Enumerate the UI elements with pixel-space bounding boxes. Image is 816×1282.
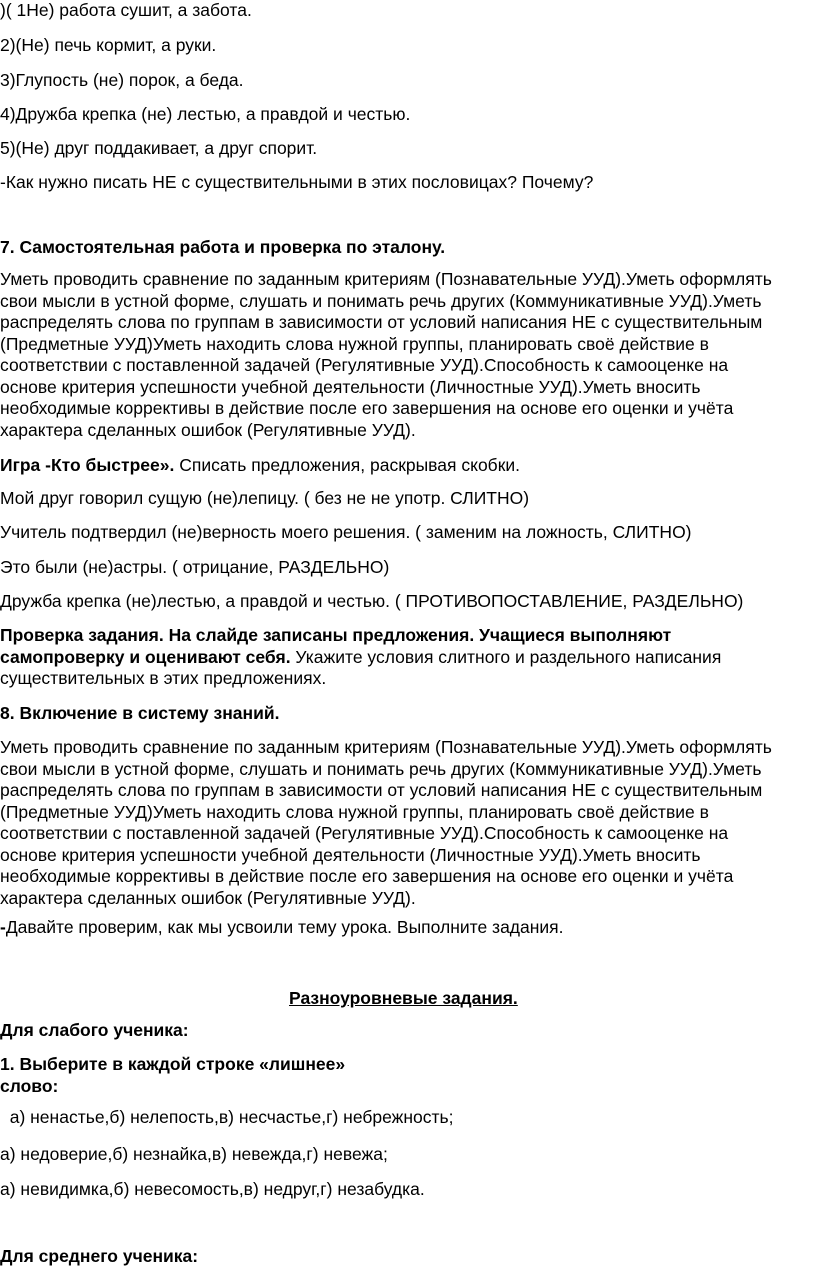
skills-line: распределять слова по группам в зависимости от условий написания НЕ с существительным — [0, 780, 763, 800]
skills-line: (Предметные УУД)Уметь находить слова нужной группы, планировать своё действие в — [0, 801, 709, 822]
skills-line: Уметь проводить сравнение по заданным критериям (Познавательные УУД).Уметь оформлять — [0, 269, 772, 289]
tasks-title: Разноуровневые задания. — [289, 988, 518, 1008]
skills-line: соответствии с поставленной задачей (Регулятивные УУД).Способность к самооценке на — [0, 823, 729, 843]
sentence-line: Учитель подтвердил (не)верность моего решения. ( заменим на ложность, СЛИТНО) — [0, 522, 692, 542]
skills-line: Уметь проводить сравнение по заданным критериям (Познавательные УУД).Уметь оформлять — [0, 737, 772, 757]
task-1-line: слово: — [0, 1075, 59, 1096]
skills-line: характера сделанных ошибок (Регулятивные УУД). — [0, 887, 416, 908]
check-instruction: Укажите условия слитного и раздельного написания — [290, 646, 722, 667]
check-bold-phrase: самопроверку и оценивают себя. — [0, 646, 291, 667]
skills-line: (Предметные УУД)Уметь находить слова нужной группы, планировать своё действие в — [0, 333, 709, 354]
task-row: а) ненастье,б) нелепость,в) несчастье,г) небрежность; — [0, 1107, 454, 1127]
game-task: Списать предложения, раскрывая скобки. — [174, 455, 521, 475]
skills-line: свои мысли в устной форме, слушать и понимать речь других (Коммуникативные УУД).Уметь — [0, 290, 762, 311]
task-1-heading — [0, 1054, 816, 1097]
sentence-line: Мой друг говорил сущую (не)лепицу. ( без не не употр. СЛИТНО) — [0, 488, 530, 508]
skills-line: необходимые коррективы в действие после его завершения на основе его оценки и учёта — [0, 866, 734, 886]
check-bold-line: Проверка задания. На слайде записаны предложения. Учащиеся выполняют — [0, 625, 672, 645]
section-8-skills — [0, 737, 816, 909]
section-7-skills — [0, 269, 816, 441]
task-row: а) недоверие,б) незнайка,в) невежда,г) невежа; — [0, 1144, 388, 1164]
medium-student-label: Для среднего ученика: — [0, 1246, 199, 1266]
task-1-line: 1. Выберите в каждой строке «лишнее» — [0, 1054, 346, 1074]
task-row: а) невидимка,б) невесомость,в) недруг,г) незабудка. — [0, 1179, 425, 1199]
skills-line: необходимые коррективы в действие после его завершения на основе его оценки и учёта — [0, 398, 734, 418]
check-line: существительных в этих предложениях. — [0, 668, 327, 688]
game-line — [0, 455, 520, 477]
invite-line — [0, 917, 564, 939]
skills-line: распределять слова по группам в зависимости от условий написания НЕ с существительным — [0, 312, 763, 332]
sentence-line: Дружба крепка (не)лестью, а правдой и честью. ( ПРОТИВОПОСТАВЛЕНИЕ, РАЗДЕЛЬНО) — [0, 591, 744, 611]
skills-line: основе критерия успешности учебной деятельности (Личностные УУД).Уметь вносить — [0, 844, 701, 865]
invite-dash: - — [0, 917, 6, 937]
check-paragraph — [0, 625, 816, 690]
invite-text: Давайте проверим, как мы усвоили тему урока. Выполните задания. — [5, 917, 564, 937]
weak-student-label: Для слабого ученика: — [0, 1020, 189, 1040]
game-title: Игра -Кто быстрее». — [0, 455, 175, 475]
skills-line: соответствии с поставленной задачей (Регулятивные УУД).Способность к самооценке на — [0, 355, 729, 375]
proverb-line: 3)Глупость (не) порок, а беда. — [0, 70, 244, 90]
sentence-line: Это были (не)астры. ( отрицание, РАЗДЕЛЬНО) — [0, 557, 390, 577]
proverb-line: 4)Дружба крепка (не) лестью, а правдой и честью. — [0, 104, 411, 124]
skills-line: свои мысли в устной форме, слушать и понимать речь других (Коммуникативные УУД).Уметь — [0, 758, 762, 779]
proverb-line: 5)(Не) друг поддакивает, а друг спорит. — [0, 138, 318, 158]
skills-line: основе критерия успешности учебной деятельности (Личностные УУД).Уметь вносить — [0, 376, 701, 397]
section-7-heading: 7. Самостоятельная работа и проверка по эталону. — [0, 237, 446, 257]
proverb-line: )( 1Не) работа сушит, а забота. — [0, 0, 252, 20]
question-text: -Как нужно писать НЕ с существительными в этих пословицах? Почему? — [0, 172, 594, 192]
skills-line: характера сделанных ошибок (Регулятивные УУД). — [0, 419, 416, 440]
proverb-line: 2)(Не) печь кормит, а руки. — [0, 35, 217, 55]
section-8-heading: 8. Включение в систему знаний. — [0, 703, 280, 723]
